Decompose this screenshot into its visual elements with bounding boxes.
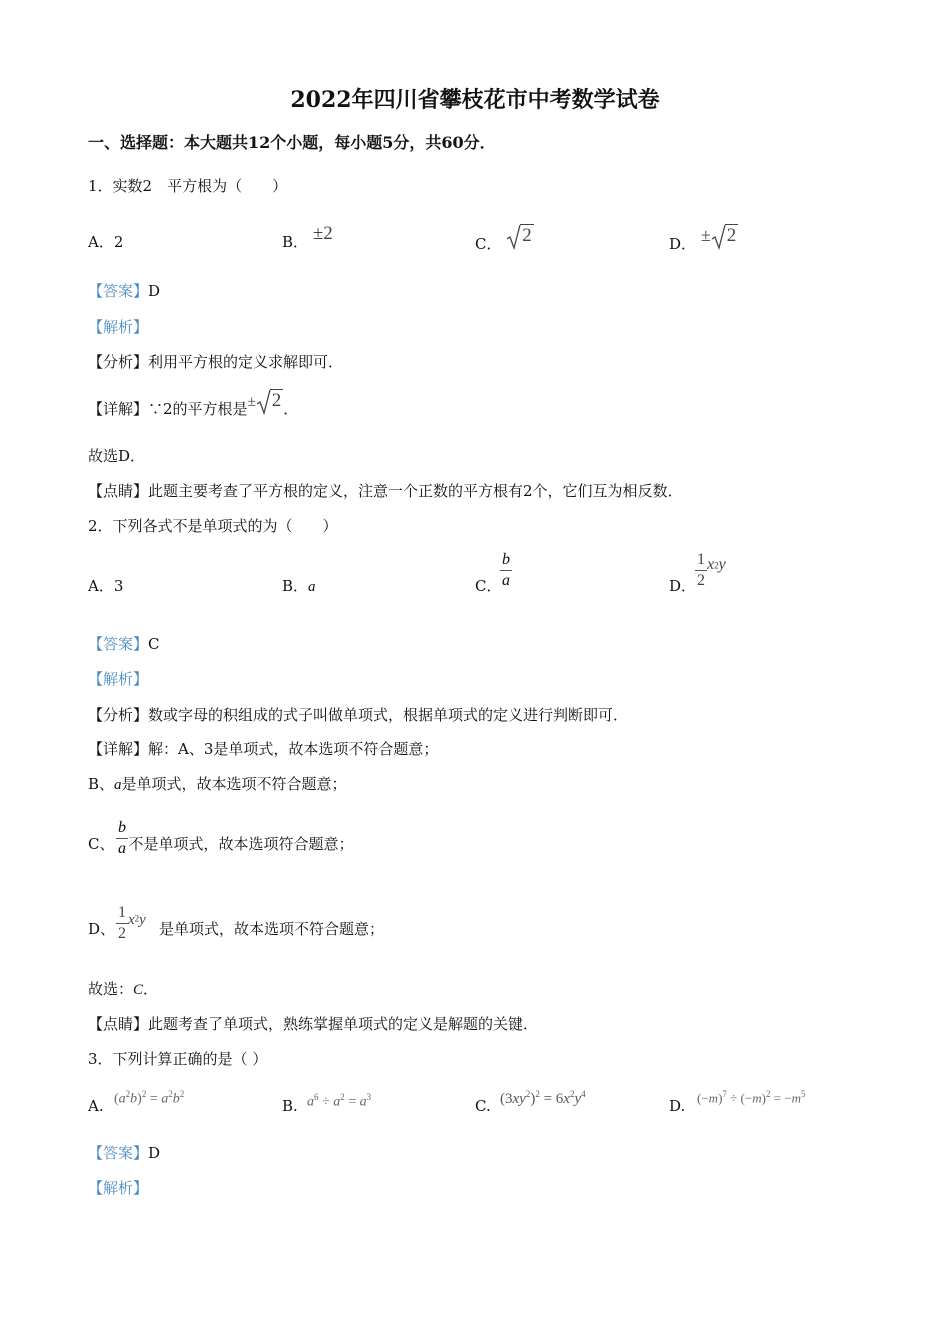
q2-line-d-numerator: 1 xyxy=(118,904,126,921)
q2-option-d xyxy=(669,576,696,596)
q3-option-b xyxy=(282,1096,298,1116)
q2-line-d-denominator: 2 xyxy=(118,925,126,942)
q2-line-d-x: x xyxy=(128,912,135,928)
q1-option-d-radicand: 2 xyxy=(726,225,737,246)
q1-stem: 1．实数2 平方根为（ ） xyxy=(88,177,288,195)
q2-line-d-exp: 2 xyxy=(134,913,140,924)
q2-d-y: y xyxy=(718,556,726,573)
q3-option-c-label: C. xyxy=(475,1097,491,1115)
q3-option-a xyxy=(88,1096,104,1116)
q2-stem: 2．下列各式不是单项式的为（ ） xyxy=(88,517,338,535)
q2-d-x: x xyxy=(707,556,715,573)
q1-option-b xyxy=(282,223,333,252)
xiangjie-tag: 【详解】 xyxy=(88,740,149,758)
q2-analysis-tag: 【解析】 xyxy=(88,670,149,688)
q2-option-c-fraction xyxy=(500,550,512,591)
q2-d-fraction xyxy=(695,550,707,591)
q3-option-b-label: B. xyxy=(282,1097,298,1115)
answer-tag: 【答案】 xyxy=(88,635,149,653)
q1-option-c-radicand: 2 xyxy=(522,225,532,246)
q3-option-d xyxy=(669,1096,685,1116)
q2-option-b-label: B． xyxy=(282,577,309,595)
q1-dianjing xyxy=(88,481,683,501)
answer-tag: 【答案】 xyxy=(88,282,149,300)
q2-fenxi xyxy=(88,705,628,725)
q2-line-b xyxy=(88,774,347,795)
q2-line-c-pre: C、 xyxy=(88,835,115,853)
q1-xiangjie-sqrt xyxy=(256,389,284,412)
q2-xuan-pre: 故选： xyxy=(88,980,134,998)
fenxi-tag: 【分析】 xyxy=(88,706,149,724)
q2-xiangjie-text: 解：A、3是单项式，故本选项不符合题意； xyxy=(148,740,439,758)
q2-dianjing-text: 此题考查了单项式，熟练掌握单项式的定义是解题的关键． xyxy=(148,1015,539,1033)
section-heading: 一、选择题：本大题共12个小题，每小题5分，共60分． xyxy=(88,133,496,152)
q3-analysis-tag: 【解析】 xyxy=(88,1179,149,1197)
q1-analysis-tag: 【解析】 xyxy=(88,318,149,336)
q1-option-b-label: B． xyxy=(282,233,309,251)
q1-option-c xyxy=(475,225,534,255)
q1-xiangjie-end: ． xyxy=(283,400,299,418)
q3-stem: 3．下列计算正确的是（ ） xyxy=(88,1050,268,1068)
q2-c-numerator: b xyxy=(502,551,510,568)
q1-xiangjie-radicand: 2 xyxy=(271,390,282,411)
q3-option-d-math: $(-m)^7 \div (-m)^2 = -m^5$ xyxy=(697,1089,806,1106)
fenxi-tag: 【分析】 xyxy=(88,353,149,371)
q3-answer xyxy=(88,1143,160,1163)
q2-option-b-var: a xyxy=(308,579,316,595)
q2-line-b-text: 是单项式，故本选项不符合题意； xyxy=(121,775,347,793)
q3-option-b-math: $a^6 \div a^2 = a^3$ xyxy=(307,1092,372,1110)
page-title: 2022年四川省攀枝花市中考数学试卷 xyxy=(290,87,660,113)
q2-xuan-var: C xyxy=(133,982,144,998)
q2-xuan-end: ． xyxy=(143,980,159,998)
q2-line-c-frac-visual xyxy=(116,818,128,859)
q3-option-c-math: $(3xy^2)^2 = 6x^2y^4$ xyxy=(500,1089,586,1107)
q2-dianjing xyxy=(88,1014,538,1034)
q2-line-c-numerator: b xyxy=(118,819,126,836)
q2-option-d-expr xyxy=(695,550,726,591)
q1-xiangjie xyxy=(88,390,299,420)
q2-c-denominator: a xyxy=(502,572,510,589)
q1-xiangjie-text: ∵2的平方根是 xyxy=(148,400,248,418)
q1-option-d-label: D． xyxy=(669,235,697,253)
q2-line-d-expr xyxy=(116,903,146,944)
q2-option-a: A．3 xyxy=(88,577,124,595)
dianjing-tag: 【点睛】 xyxy=(88,482,149,500)
q2-line-b-var: a xyxy=(114,777,122,793)
q2-line-c-text: 不是单项式，故本选项符合题意； xyxy=(128,835,354,853)
q2-xuan xyxy=(88,979,158,1000)
dianjing-tag: 【点睛】 xyxy=(88,1015,149,1033)
q1-option-d-pm: ± xyxy=(700,225,711,245)
q3-answer-value: D xyxy=(148,1144,161,1162)
q2-d-numerator: 1 xyxy=(697,551,705,568)
q2-answer xyxy=(88,634,160,654)
q1-fenxi-text: 利用平方根的定义求解即可． xyxy=(148,353,344,371)
q1-option-d xyxy=(669,225,738,255)
q1-fenxi xyxy=(88,352,343,372)
q2-line-b-pre: B、 xyxy=(88,775,115,793)
q2-option-c-label: C． xyxy=(475,577,502,595)
q2-option-b xyxy=(282,576,316,597)
q2-option-d-label: D． xyxy=(669,577,697,595)
q2-d-denominator: 2 xyxy=(697,572,705,589)
q2-xiangjie xyxy=(88,739,438,759)
q1-option-b-math: ±2 xyxy=(312,223,333,244)
q1-xuan: 故选D． xyxy=(88,447,146,465)
q3-option-d-label: D. xyxy=(669,1097,686,1115)
q1-option-c-sqrt xyxy=(506,224,534,247)
q2-line-d-y: y xyxy=(139,912,146,928)
q1-option-c-label: C． xyxy=(475,235,502,253)
q1-option-a: A．2 xyxy=(88,233,124,251)
answer-tag: 【答案】 xyxy=(88,1144,149,1162)
q2-answer-value: C xyxy=(148,635,160,653)
q2-line-c-denominator: a xyxy=(118,840,126,857)
q1-dianjing-text: 此题主要考查了平方根的定义，注意一个正数的平方根有2个，它们互为相反数． xyxy=(148,482,683,500)
q3-option-c xyxy=(475,1096,491,1116)
q3-option-a-math: $(a^2b)^2 = a^2b^2$ xyxy=(114,1089,185,1107)
q2-line-d-text: 是单项式，故本选项不符合题意； xyxy=(159,920,385,938)
q2-fenxi-text: 数或字母的积组成的式子叫做单项式，根据单项式的定义进行判断即可． xyxy=(148,706,629,724)
q2-line-d-pre: D、 xyxy=(88,920,116,938)
q2-line-d-fraction xyxy=(116,903,128,944)
q1-xiangjie-pm: ± xyxy=(247,394,256,410)
q1-option-d-sqrt xyxy=(711,224,739,247)
q2-option-c xyxy=(475,576,501,596)
q1-answer-value: D xyxy=(148,282,161,300)
q2-d-exp: 2 xyxy=(714,560,719,571)
q3-option-a-label: A. xyxy=(88,1097,104,1115)
xiangjie-tag: 【详解】 xyxy=(88,400,149,418)
q1-answer xyxy=(88,281,160,301)
